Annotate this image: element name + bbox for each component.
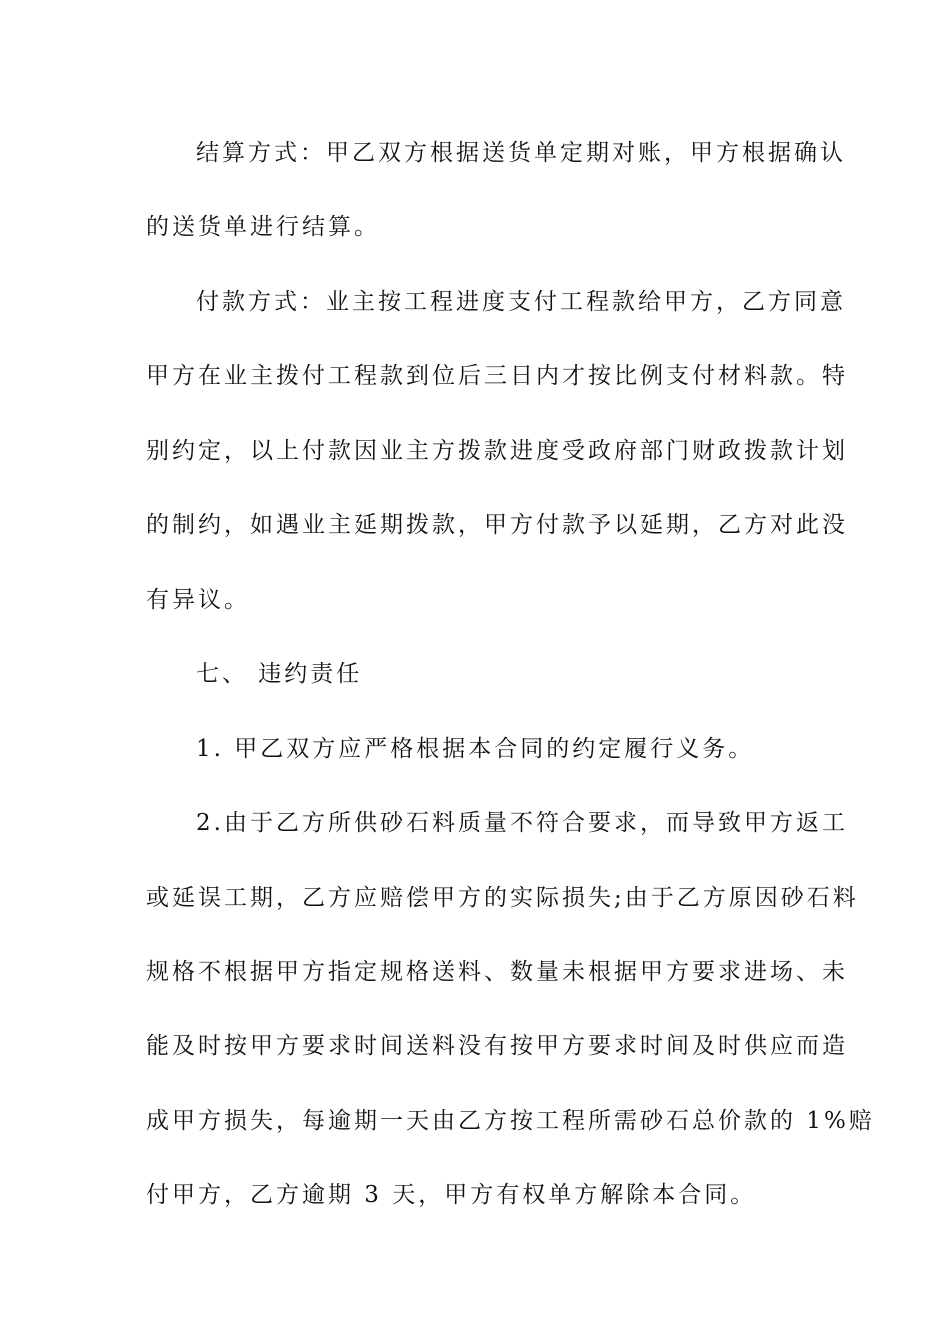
clause-2-line-3: 规格不根据甲方指定规格送料、数量未根据甲方要求进场、未: [146, 959, 848, 985]
paragraph-payment-line-4: 的制约，如遇业主延期拨款，甲方付款予以延期，乙方对此没: [146, 512, 848, 538]
paragraph-settlement-line-2: 的送货单进行结算。: [146, 214, 380, 240]
paragraph-settlement-line-1: 结算方式：甲乙双方根据送货单定期对账，甲方根据确认: [196, 140, 846, 166]
clause-2-line-2: 或延误工期，乙方应赔偿甲方的实际损失;由于乙方原因砂石料: [146, 885, 859, 911]
clause-2-line-4: 能及时按甲方要求时间送料没有按甲方要求时间及时供应而造: [146, 1033, 848, 1059]
clause-2-line-6: 付甲方，乙方逾期 3 天，甲方有权单方解除本合同。: [146, 1182, 757, 1208]
section-heading-breach: 七、 违约责任: [196, 661, 363, 687]
paragraph-payment-line-1: 付款方式：业主按工程进度支付工程款给甲方，乙方同意: [196, 289, 846, 315]
clause-2-line-1: 2.由于乙方所供砂石料质量不符合要求，而导致甲方返工: [196, 810, 848, 836]
paragraph-payment-line-5: 有异议。: [146, 587, 250, 613]
paragraph-payment-line-2: 甲方在业主拨付工程款到位后三日内才按比例支付材料款。特: [146, 363, 848, 389]
paragraph-payment-line-3: 别约定，以上付款因业主方拨款进度受政府部门财政拨款计划: [146, 438, 848, 464]
clause-2-line-5: 成甲方损失，每逾期一天由乙方按工程所需砂石总价款的 1%赔: [146, 1108, 875, 1134]
clause-1-line-1: 1. 甲乙双方应严格根据本合同的约定履行义务。: [196, 736, 755, 762]
